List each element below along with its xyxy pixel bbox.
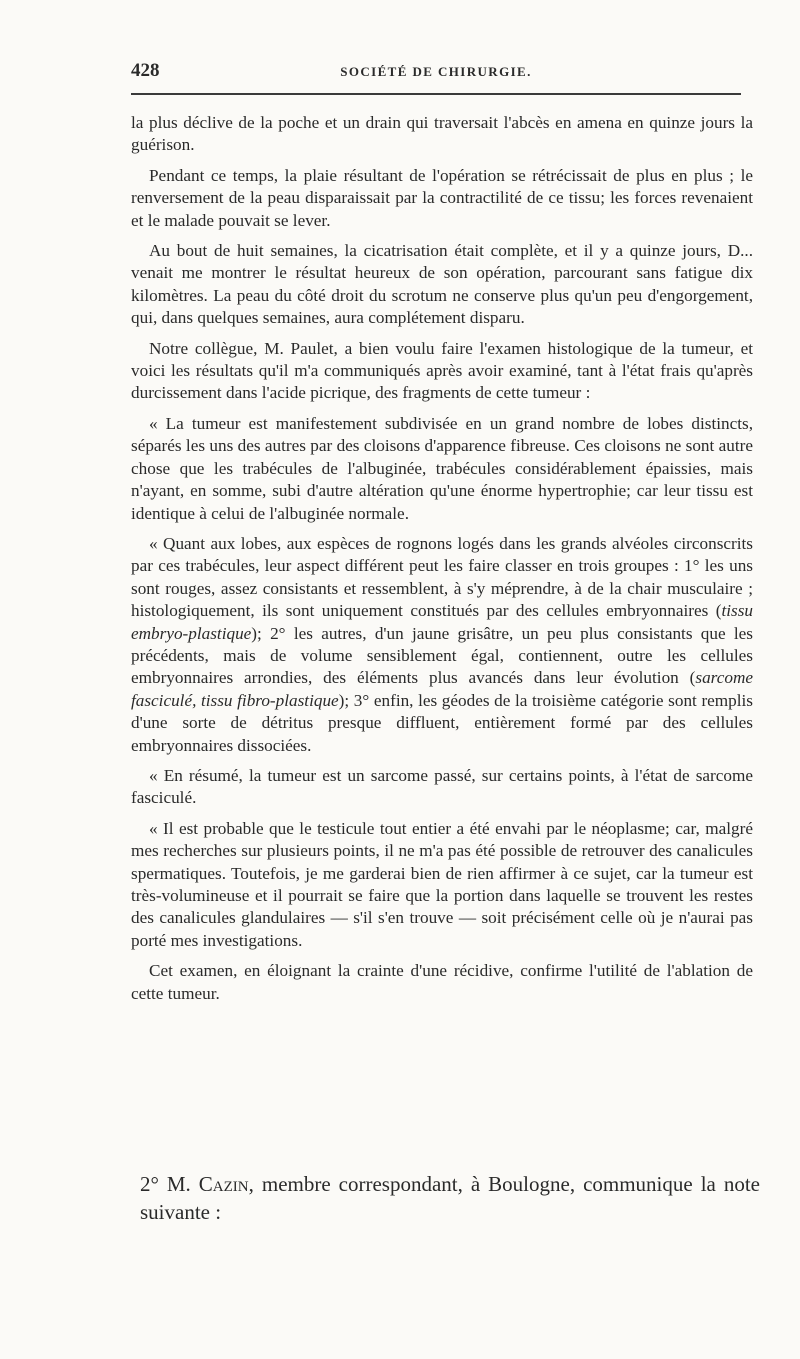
- closing-prefix: 2° M.: [140, 1172, 199, 1196]
- quote-paragraph: [131, 533, 753, 757]
- italic-term: sarcome fasciculé, tissu fibro-plastique: [131, 668, 753, 710]
- paragraph: Au bout de huit semaines, la cicatrisation était complète, et il y a quinze jours, D... venait me montrer le résultat heureux de son opération, parcourant sans fatigue dix kilomètres. La peau du côté droit du scrotum ne conserve plus qu'un peu d'engorgement, qui, dans quelques semaines, aura complétement disparu.: [131, 241, 753, 328]
- text-run: « Quant aux lobes, aux espèces de rognons logés dans les grands alvéoles circonscrits par ces trabécules, leur aspect différent peut les faire classer en trois groupes : 1° les uns sont rouges, assez consistants et ressemblent, à s'y méprendre, à de la chair musculaire ; histologiquement, ils sont uniquement constitués par des cellules embryonnaires (: [131, 533, 753, 621]
- closing-announcement: [140, 1170, 760, 1226]
- paragraph: Pendant ce temps, la plaie résultant de l'opération se rétrécissait de plus en plus ; le renversement de la peau disparaissait par la contractilité de ce tissu; les forces revenaient et le malade pouvait se lever.: [131, 165, 753, 230]
- text-run: ); 2° les autres, d'un jaune grisâtre, un peu plus consistants que les précédents, mais de volume sensiblement égal, contiennent, outre les cellules embryonnaires arrondies, des éléments plus avancés dans leur évolution (: [131, 623, 753, 688]
- paragraph: Cet examen, en éloignant la crainte d'une récidive, confirme l'utilité de l'ablation de cette tumeur.: [131, 961, 753, 1003]
- paragraph: la plus déclive de la poche et un drain qui traversait l'abcès en amena en quinze jours la guérison.: [131, 113, 753, 155]
- quote-paragraph: « En résumé, la tumeur est un sarcome passé, sur certains points, à l'état de sarcome fasciculé.: [131, 765, 753, 808]
- page-header: [131, 60, 741, 84]
- quote-paragraph: « La tumeur est manifestement subdivisée en un grand nombre de lobes distincts, séparés les uns des autres par des cloisons d'apparence fibreuse. Ces cloisons ne sont autre chose que les trabécules de l'albuginée, trabécules considérablement épaissies, mais n'ayant, en somme, subi d'autre altération qu'une énorme hypertrophie; car leur tissu est identique à celui de l'albuginée normale.: [131, 413, 753, 523]
- page-number: 428: [131, 60, 160, 81]
- author-name: Cazin: [198, 1172, 249, 1196]
- body-text: [131, 112, 753, 1013]
- closing-suffix: , membre correspondant, à Boulogne, communique la note suivante :: [140, 1172, 760, 1224]
- text-run: ); 3° enfin, les géodes de la troisième catégorie sont remplis d'une sorte de détritus presque diffluent, entièrement formé par des cellules embryonnaires dissociées.: [131, 690, 753, 755]
- paragraph: Notre collègue, M. Paulet, a bien voulu faire l'examen histologique de la tumeur, et voici les résultats qu'il m'a communiqués après avoir examiné, tant à l'état frais qu'après durcissement dans l'acide picrique, des fragments de cette tumeur :: [131, 338, 753, 403]
- italic-term: tissu embryo-plastique: [131, 601, 753, 643]
- quote-paragraph: « Il est probable que le testicule tout entier a été envahi par le néoplasme; car, malgré mes recherches sur plusieurs points, il ne m'a pas été possible de retrouver des canalicules spermatiques. Toutefois, je me garderai bien de rien affirmer à ce sujet, car la tumeur est très-volumineuse et il pourrait se faire que la portion dans laquelle se trouvent les restes des canalicules glandulaires — s'il s'en trouve — soit précisément celle où je n'aurai pas porté mes investigations.: [131, 818, 753, 950]
- header-rule: [131, 93, 741, 95]
- running-head: SOCIÉTÉ DE CHIRURGIE.: [340, 64, 532, 79]
